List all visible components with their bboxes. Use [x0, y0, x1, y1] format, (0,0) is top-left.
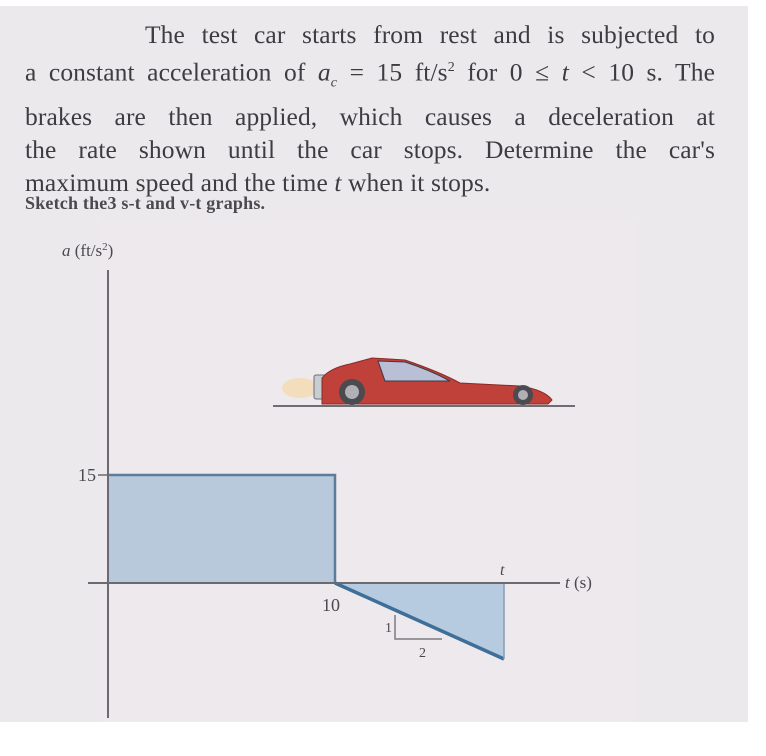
sketch-instruction: Sketch the3 s-t and v-t graphs. — [25, 193, 266, 213]
x-axis-label: t (s) — [565, 573, 592, 592]
problem-line-1: The test car starts from rest and is subjected to — [145, 20, 715, 49]
text-fragment: = 15 ft/s — [337, 57, 448, 87]
slope-run-label: 2 — [419, 646, 426, 661]
text-fragment: < 10 s. The — [568, 57, 715, 87]
exponent: 2 — [447, 60, 455, 75]
text-fragment: a constant acceleration of — [25, 57, 318, 87]
x-tick-label: 10 — [322, 595, 340, 615]
figure-panel — [100, 222, 636, 722]
motion-blur-icon — [282, 378, 318, 398]
text-fragment: for 0 ≤ — [454, 57, 562, 87]
acceleration-area — [108, 475, 335, 583]
accel-symbol: a — [317, 57, 331, 87]
y-axis-label: a $(ft/s^2)$ — [62, 241, 114, 260]
front-hub — [518, 390, 528, 400]
text-fragment: maximum speed and the time — [25, 167, 335, 197]
time-symbol: t — [334, 167, 342, 197]
problem-line-3: brakes are then applied, which causes a deceleration at — [25, 101, 715, 131]
y-tick-label: 15 — [78, 465, 96, 485]
time-symbol: t — [561, 57, 569, 87]
accel-subscript: c — [330, 75, 338, 91]
rear-hub — [345, 385, 359, 399]
text-fragment: when it stops. — [341, 167, 491, 197]
stop-time-label: t — [500, 562, 505, 579]
slope-rise-label: 1 — [385, 621, 392, 636]
problem-line-4: the rate shown until the car stops. Determine the car's — [25, 134, 715, 164]
